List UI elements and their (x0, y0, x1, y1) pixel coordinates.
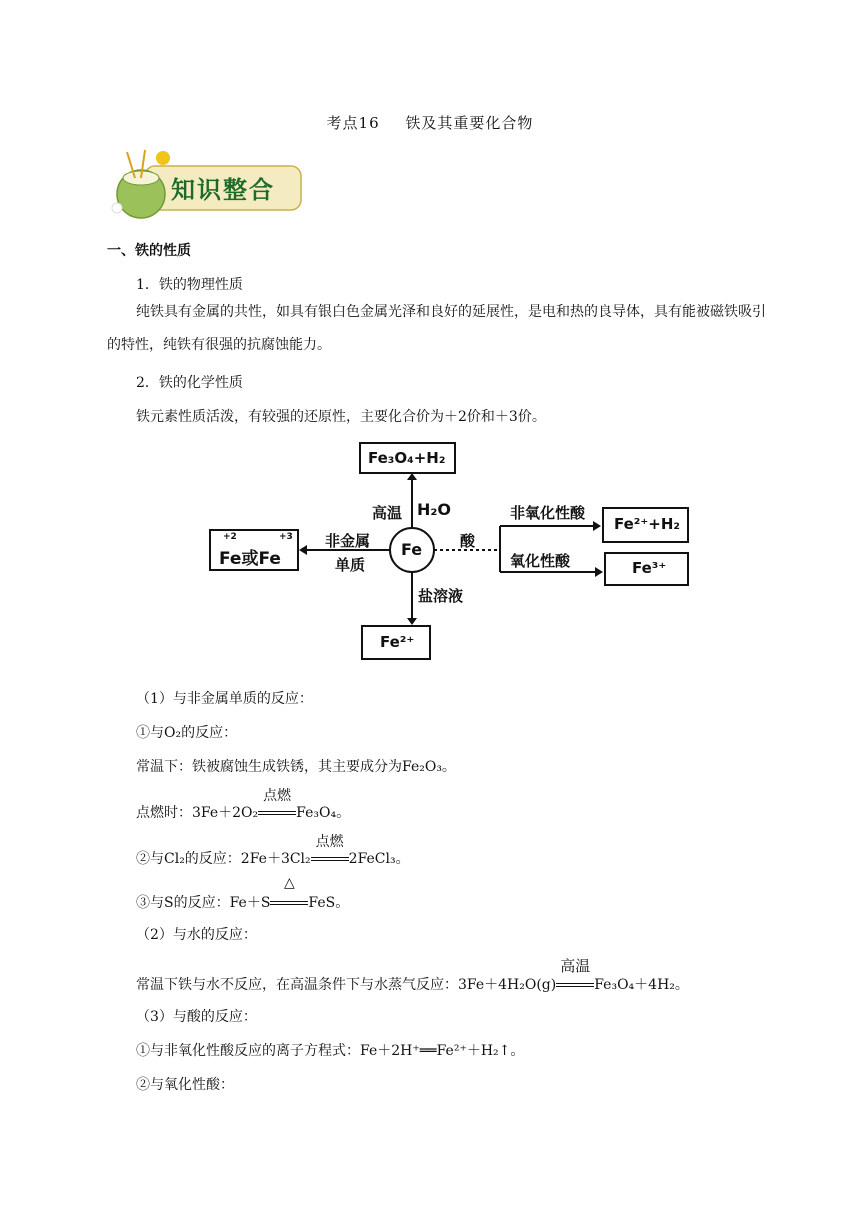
water-equation (136, 957, 689, 994)
acid-label: 酸 (460, 532, 476, 550)
top-box-text: Fe₃O₄+H₂ (368, 449, 446, 467)
o2-burn-equation (136, 788, 351, 822)
left-box-text: Fe或Fe (219, 549, 281, 569)
oxidizing-acid-label: 氧化性酸 (510, 552, 571, 570)
condition-arrow (258, 788, 296, 821)
acid1-box-text: Fe²⁺+H₂ (614, 515, 680, 533)
o2-room-temp: 常温下：铁被腐蚀生成铁锈，其主要成分为Fe₂O₃。 (136, 759, 456, 775)
water-suffix: Fe₃O₄＋4H₂。 (594, 977, 689, 993)
element-label: 单质 (335, 556, 366, 574)
fe-center: Fe (401, 540, 423, 559)
cl2-suffix: 2FeCl₃。 (348, 851, 410, 867)
water-prefix: 常温下铁与水不反应，在高温条件下与水蒸气反应：3Fe＋4H₂O(g) (136, 977, 557, 993)
o2-heading: ①与O₂的反应： (136, 725, 238, 741)
r1-heading: （1）与非金属单质的反应： (136, 691, 313, 707)
cl2-prefix: ②与Cl₂的反应：2Fe＋3Cl₂ (136, 851, 311, 867)
physical-heading: 1．铁的物理性质 (136, 277, 243, 293)
chemical-heading: 2．铁的化学性质 (136, 375, 243, 391)
condition-text: 点燃 (263, 788, 292, 804)
nonoxidizing-acid-equation: ①与非氧化性酸反应的离子方程式：Fe＋2H⁺══Fe²⁺＋H₂↑。 (136, 1043, 525, 1059)
s-suffix: FeS。 (308, 895, 350, 911)
h2o-label: H₂O (417, 500, 451, 519)
high-temp-label: 高温 (372, 504, 403, 522)
s-prefix: ③与S的反应：Fe＋S (136, 895, 271, 911)
o2-burn-prefix: 点燃时：3Fe＋2O₂ (136, 805, 259, 821)
cl2-equation (136, 834, 410, 868)
chemical-text: 铁元素性质活泼，有较强的还原性，主要化合价为＋2价和＋3价。 (136, 409, 546, 425)
badge-text: 知识整合 (171, 176, 275, 204)
s-equation (136, 875, 350, 912)
condition-arrow (556, 957, 594, 993)
left-sup-plus3: +3 (279, 532, 293, 542)
physical-text: 纯铁具有金属的共性，如具有银白色金属光泽和良好的延展性，是电和热的良导体，具有能被磁铁吸引的特性，纯铁有很强的抗腐蚀能力。 (107, 304, 766, 353)
condition-arrow (311, 834, 349, 867)
nonoxidizing-acid-label: 非氧化性酸 (510, 504, 586, 522)
condition-text: 点燃 (315, 834, 344, 850)
page-title (0, 112, 860, 133)
bottom-box-text: Fe²⁺ (380, 633, 415, 651)
salt-solution-label: 盐溶液 (418, 587, 464, 605)
left-sup-plus2: +2 (223, 532, 237, 542)
knowledge-badge (105, 148, 305, 220)
condition-text: 高温 (560, 957, 591, 975)
r2-heading: （2）与水的反应： (136, 927, 257, 943)
r3-heading: （3）与酸的反应： (136, 1009, 257, 1025)
acid2-box-text: Fe³⁺ (632, 559, 667, 577)
condition-arrow (270, 875, 308, 911)
oxidizing-acid-heading: ②与氧化性酸： (136, 1077, 234, 1093)
topic-number: 考点16 (326, 114, 380, 132)
nonmetal-label: 非金属 (325, 532, 371, 550)
o2-burn-suffix: Fe₃O₄。 (296, 805, 351, 821)
section-heading: 一、铁的性质 (107, 243, 191, 259)
condition-text: △ (284, 875, 295, 891)
topic-title: 铁及其重要化合物 (405, 114, 534, 132)
iron-reaction-diagram (205, 440, 695, 665)
